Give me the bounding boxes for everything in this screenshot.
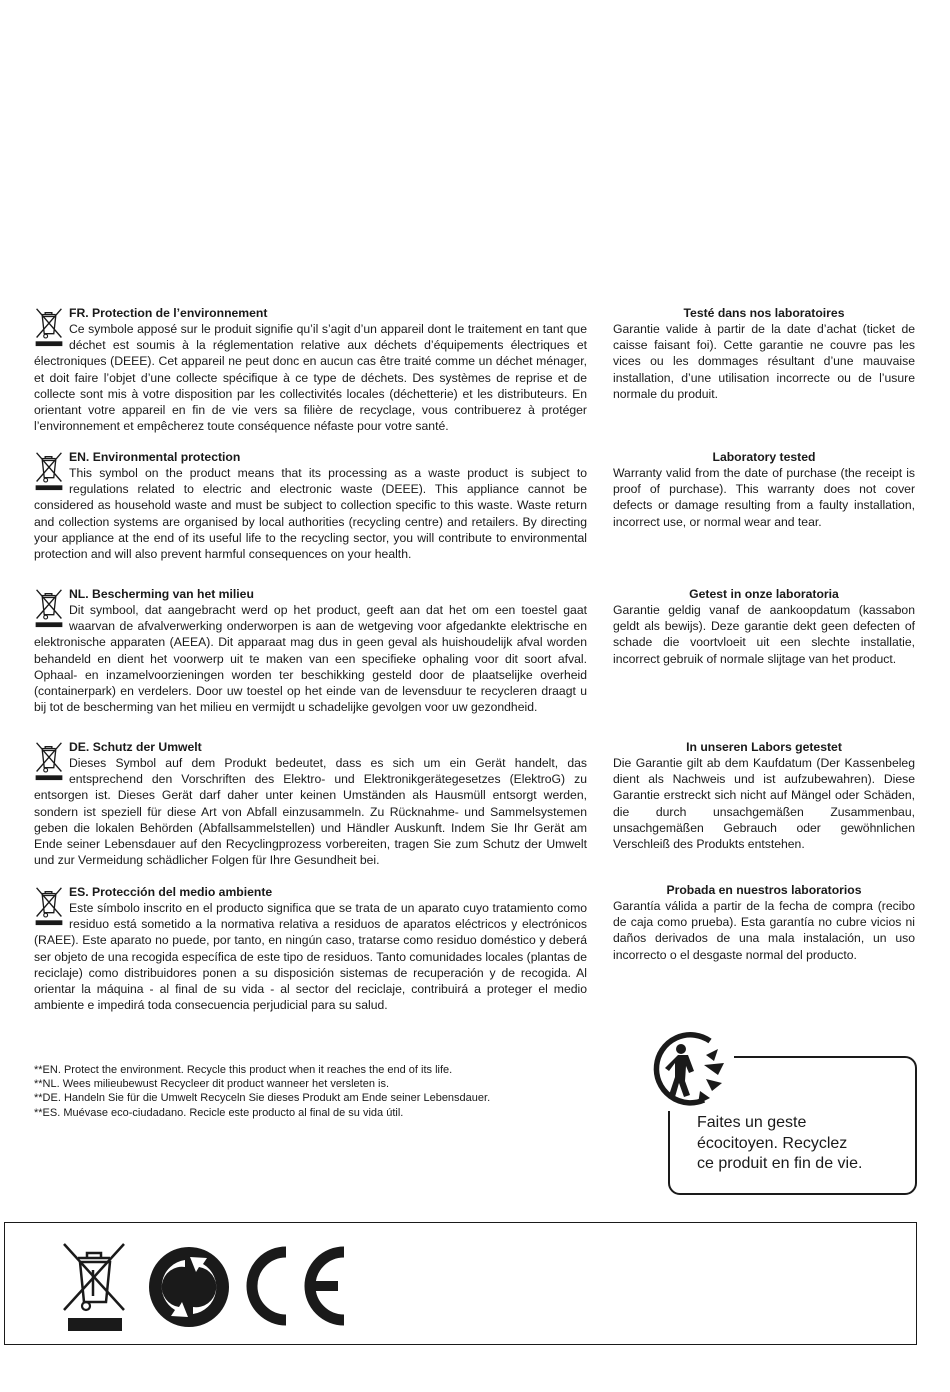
ce-mark-icon (238, 1246, 350, 1326)
section-body: Dit symbool, dat aangebracht werd op het product, geeft aan dat het om een toestel gaat waarvan de afvalverwerking onderworpen is aan de wetgeving voor afgedankte elektrische en elektronische apparaten (AEEA). Dit apparaat mag dus in geen geval als huishoudelijk afval worden behandeld en dient het voorwerp uit te maken van een specifieke ophaling voor dit soort afval. Ophaal- en inzamelvoorzieningen worden ter beschikking gesteld door de plaatselijke overheid (containerpark) en verdelers. Door uw toestel op het einde van de levensduur te recycleren draagt u bij tot de bescherming van het milieu en vermijdt u schadelijke gevolgen voor uw gezondheid. (34, 603, 587, 715)
weee-bin-icon (34, 450, 64, 492)
certification-logos-box (4, 1222, 917, 1345)
warranty-body: Garantie valide à partir de la date d’achat (ticket de caisse faisant foi). Cette garantie ne couvre pas les vices ou les dommages résultant d’une mauvaise installation, d’une utilisation incorrecte ou de l’usure normale du produit. (613, 322, 915, 401)
section-title: NL. Bescherming van het milieu (69, 587, 254, 601)
footnote-nl: **NL. Wees milieubewust Recycleer dit product wanneer het versleten is. (34, 1078, 390, 1091)
warranty-nl (613, 586, 915, 667)
warranty-es (613, 882, 915, 963)
weee-bin-icon (34, 740, 64, 782)
triman-logo-icon (648, 1025, 734, 1111)
section-en (34, 449, 587, 562)
triman-line: Faites un geste (697, 1114, 807, 1131)
footnote-es: **ES. Muévase eco-ciudadano. Recicle este producto al final de su vida útil. (34, 1106, 404, 1119)
section-es (34, 884, 587, 1013)
section-body: Ce symbole apposé sur le produit signifie qu’il s’agit d’un appareil dont le traitement en tant que déchet est soumis à la réglementation relative aux déchets d’équipements électriques et électroniques (DEEE). Cet appareil ne peut donc en aucun cas être traité comme un déchet ménager, et doit faire l’objet d’une collecte spécifique à ce type de déchets. Des systèmes de reprise et de collecte sont mis à votre disposition par les collectivités locales (déchetterie) et les distributeurs. En orientant votre appareil en fin de vie vers sa filière de recyclage, vous contribuerez à protéger l’environnement et empêcherez toute conséquence néfaste pour votre santé. (34, 322, 587, 434)
weee-bin-icon (60, 1240, 128, 1332)
warranty-body: Warranty valid from the date of purchase (the receipt is proof of purchase). This warranty does not cover defects or damage resulting from a faulty installation, incorrect use, or normal wear and tear. (613, 466, 915, 529)
green-dot-icon (148, 1246, 230, 1328)
section-body: This symbol on the product means that its processing as a waste product is subject to regulations related to electric and electronic waste (DEEE). This appliance cannot be considered as household waste and must be subject to collection specific to this waste. Waste return and collection systems are organised by local authorities (recycling centre) and retailers. By directing your appliance at the end of its useful life to the recycling sector, you will contribute to environmental protection and will also prevent harmful consequences on your health. (34, 466, 587, 562)
triman-line: écocitoyen. Recyclez (697, 1134, 848, 1152)
weee-bin-icon (34, 587, 64, 629)
weee-bin-icon (34, 306, 64, 348)
warranty-body: Garantía válida a partir de la fecha de compra (recibo de caja como prueba). Esta garantía no cubre vicios ni daños derivados de una mala instalación, un uso incorrecto o el desgaste normal del producto. (613, 899, 915, 962)
section-fr (34, 305, 587, 434)
warranty-de (613, 739, 915, 852)
warranty-title: Testé dans nos laboratoires (683, 306, 845, 320)
warranty-fr (613, 305, 915, 402)
warranty-title: Getest in onze laboratoria (689, 587, 839, 601)
triman-message (697, 1113, 862, 1175)
section-title: EN. Environmental protection (69, 450, 241, 464)
warranty-title: In unseren Labors getestet (686, 740, 842, 754)
warranty-body: Garantie geldig vanaf de aankoopdatum (kassabon geldt als bewijs). Deze garantie dekt geen defecten of schade die voortvloeit uit een slechte installatie, incorrect gebruik of normale slijtage van het product. (613, 603, 915, 666)
warranty-title: Probada en nuestros laboratorios (666, 883, 862, 897)
section-title: DE. Schutz der Umwelt (69, 740, 202, 754)
footnote-en: **EN. Protect the environment. Recycle this product when it reaches the end of its life. (34, 1064, 453, 1076)
footnotes (34, 1063, 490, 1120)
warranty-title: Laboratory tested (712, 450, 816, 464)
section-de (34, 739, 587, 868)
section-title: FR. Protection de l’environnement (69, 306, 268, 320)
warranty-body: Die Garantie gilt ab dem Kaufdatum (Der Kassenbeleg dient als Nachweis und ist aufzubewahren). Diese Garantie erstreckt sich nicht auf Mängel oder Schäden, die durch unsachgemäßen Zusammenbau, unsachgemäßen Gebrauch oder gewöhnlichen Verschleiß des Produkts entstehen. (613, 756, 915, 852)
section-title: ES. Protección del medio ambiente (69, 885, 273, 899)
section-body: Este símbolo inscrito en el producto significa que se trata de un aparato cuyo tratamiento como residuo está sometido a la normativa relativa a residuos de aparatos eléctricos y electrónicos (RAEE). Este aparato no puede, por tanto, en ningún caso, tratarse como residuo doméstico y deberá ser objeto de una recogida específica de este tipo de residuos. Tanto comunidades locales (plantas de reciclaje) como distribuidores ponen a su disposición sistemas de recuperación y de recogida. Al orientar la máquina - al final de su vida - al sector del reciclaje, contribuirá a proteger el medio ambiente e impedirá toda consecuencia perjudicial para su salud. (34, 901, 587, 1013)
footnote-de: **DE. Handeln Sie für die Umwelt Recyceln Sie dieses Produkt am Ende seiner Lebensdauer. (34, 1092, 491, 1105)
warranty-en (613, 449, 915, 530)
weee-bin-icon (34, 885, 64, 927)
triman-line: ce produit en fin de vie. (697, 1155, 863, 1172)
section-nl (34, 586, 587, 715)
section-body: Dieses Symbol auf dem Produkt bedeutet, dass es sich um ein Gerät handelt, das entsprechend den Vorschriften des Elektro- und Elektronikgerätegesetzes (ElektroG) zu entsorgen ist. Dieses Gerät darf daher unter keinen Umständen als Hausmüll entsorgt werden, sondern ist speziell für diese Art von Abfall einzusammeln. Zu Rücknahme- und Sammelsystemen geben die lokalen Behörden (Abfallsammelstellen) und Händler Auskunft. Indem Sie Ihr Gerät am Ende seiner Lebensdauer auf den Recyclingprozess vorbereiten, tragen Sie zum Schutz der Umwelt und zur Vermeidung schädlicher Folgen für Ihre Gesundheit bei. (34, 756, 587, 868)
